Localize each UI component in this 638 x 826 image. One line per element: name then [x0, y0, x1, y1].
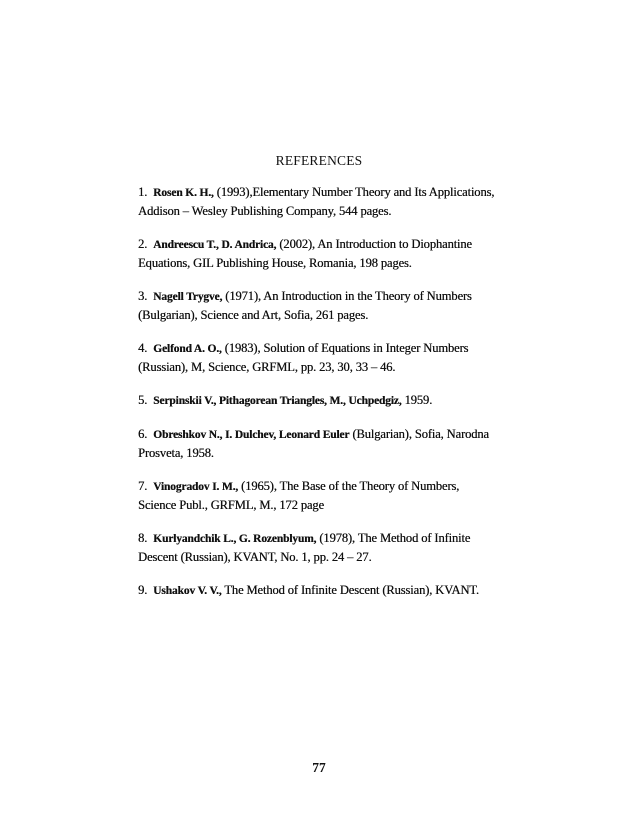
- reference-number: 3.: [138, 289, 148, 303]
- reference-author: Ushakov V. V.,: [153, 585, 222, 597]
- reference-number: 1.: [138, 185, 148, 199]
- reference-item: [138, 183, 498, 220]
- reference-item: [138, 529, 498, 566]
- reference-item: [138, 581, 498, 600]
- reference-author: Rosen K. H.,: [153, 187, 214, 199]
- reference-details: (1983), Solution of Equations in Integer Numbers (Russian), M, Science, GRFML, pp. 23, 30, 33 – 46.: [138, 341, 469, 374]
- reference-list: [138, 183, 498, 615]
- reference-author: Kurlyandchik L., G. Rozenblyum,: [153, 533, 317, 545]
- reference-number: 6.: [138, 427, 148, 441]
- reference-author: Gelfond A. O.,: [153, 343, 222, 355]
- reference-details: 1959.: [401, 393, 433, 407]
- reference-number: 2.: [138, 237, 148, 251]
- reference-item: [138, 477, 498, 514]
- references-heading: REFERENCES: [275, 153, 363, 168]
- reference-item: [138, 287, 498, 324]
- page-number: 77: [312, 760, 326, 775]
- reference-details: The Method of Infinite Descent (Russian), KVANT.: [221, 583, 479, 597]
- reference-author: Obreshkov N., I. Dulchev, Leonard Euler: [153, 429, 350, 441]
- reference-author: Vinogradov I. M.,: [153, 481, 239, 493]
- reference-author: Nagell Trygve,: [153, 291, 223, 303]
- reference-item: [138, 425, 498, 462]
- reference-details: (Bulgarian), Sofia, Narodna Prosveta, 1958.: [138, 427, 489, 460]
- reference-number: 7.: [138, 479, 148, 493]
- reference-author: Andreescu T., D. Andrica,: [153, 239, 277, 251]
- reference-number: 9.: [138, 583, 148, 597]
- reference-number: 8.: [138, 531, 148, 545]
- reference-item: [138, 339, 498, 376]
- reference-item: [138, 235, 498, 272]
- reference-details: (2002), An Introduction to Diophantine Equations, GIL Publishing House, Romania, 198 pages.: [138, 237, 472, 270]
- reference-details: (1965), The Base of the Theory of Numbers, Science Publ., GRFML, M., 172 page: [138, 479, 460, 512]
- reference-details: (1971), An Introduction in the Theory of Numbers (Bulgarian), Science and Art, Sofia, 261 pages.: [138, 289, 472, 322]
- reference-details: (1993),Elementary Number Theory and Its Applications, Addison – Wesley Publishing Company, 544 pages.: [138, 185, 495, 218]
- reference-author: Serpinskii V., Pithagorean Triangles, M., Uchpedgiz,: [153, 395, 402, 407]
- reference-item: [138, 391, 498, 410]
- reference-details: (1978), The Method of Infinite Descent (Russian), KVANT, No. 1, pp. 24 – 27.: [138, 531, 471, 564]
- reference-number: 4.: [138, 341, 148, 355]
- reference-number: 5.: [138, 393, 148, 407]
